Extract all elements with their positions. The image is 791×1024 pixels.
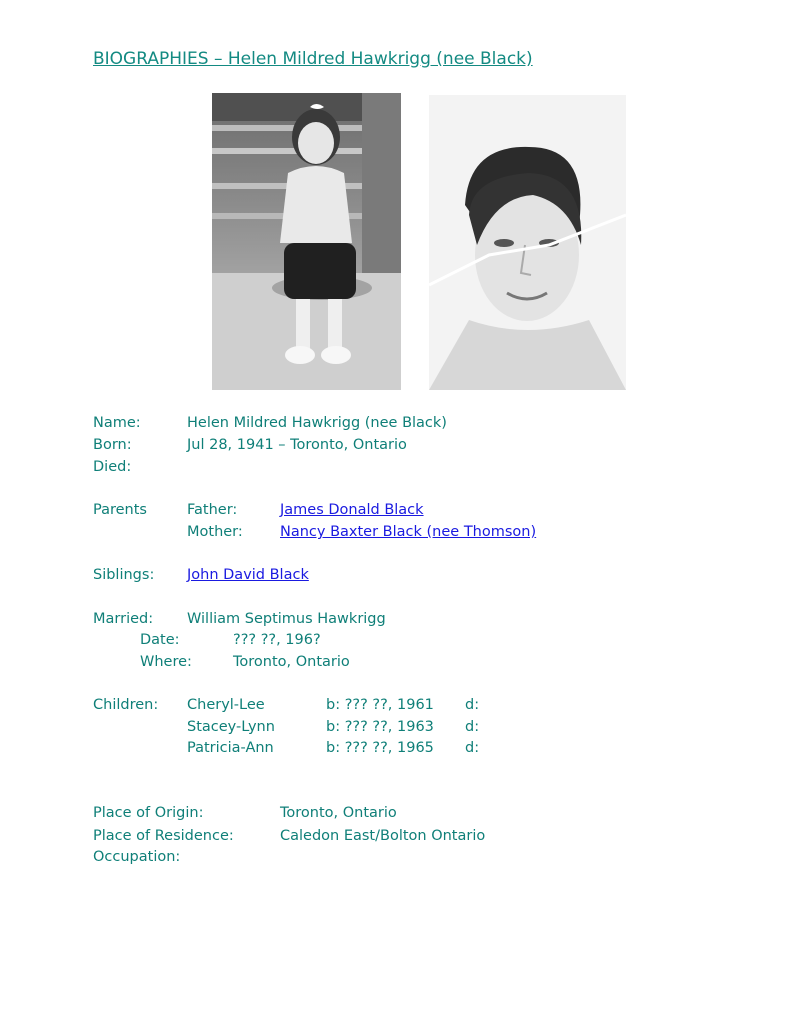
child-name: Stacey-Lynn — [187, 719, 275, 735]
child-name: Cheryl-Lee — [187, 697, 265, 713]
portrait-photo — [429, 95, 626, 390]
siblings-label: Siblings: — [93, 567, 155, 583]
children-label: Children: — [93, 697, 159, 713]
child-photo — [212, 93, 401, 390]
born-value: Jul 28, 1941 – Toronto, Ontario — [187, 437, 407, 453]
marriage-date-label: Date: — [140, 632, 180, 648]
residence-value: Caledon East/Bolton Ontario — [280, 828, 486, 844]
marriage-where: Toronto, Ontario — [233, 654, 350, 670]
marriage-date: ??? ??, 196? — [233, 632, 321, 648]
child-born: b: ??? ??, 1965 — [326, 740, 434, 756]
married-label: Married: — [93, 611, 154, 627]
child-born: b: ??? ??, 1961 — [326, 697, 434, 713]
child-died: d: — [465, 740, 480, 756]
child-born: b: ??? ??, 1963 — [326, 719, 434, 735]
spouse-name: William Septimus Hawkrigg — [187, 611, 386, 627]
mother-link[interactable]: Nancy Baxter Black (nee Thomson) — [280, 524, 537, 540]
father-label: Father: — [187, 502, 238, 518]
sibling-link[interactable]: John David Black — [187, 567, 309, 583]
father-link[interactable]: James Donald Black — [280, 502, 424, 518]
origin-value: Toronto, Ontario — [280, 805, 397, 821]
mother-label: Mother: — [187, 524, 243, 540]
marriage-where-label: Where: — [140, 654, 192, 670]
born-label: Born: — [93, 437, 132, 453]
occupation-label: Occupation: — [93, 849, 181, 865]
died-label: Died: — [93, 459, 132, 475]
name-value: Helen Mildred Hawkrigg (nee Black) — [187, 415, 447, 431]
page-title: BIOGRAPHIES – Helen Mildred Hawkrigg (nee Black) — [93, 49, 533, 69]
origin-label: Place of Origin: — [93, 805, 204, 821]
child-died: d: — [465, 697, 480, 713]
parents-label: Parents — [93, 502, 147, 518]
child-died: d: — [465, 719, 480, 735]
residence-label: Place of Residence: — [93, 828, 234, 844]
child-name: Patricia-Ann — [187, 740, 274, 756]
name-label: Name: — [93, 415, 141, 431]
